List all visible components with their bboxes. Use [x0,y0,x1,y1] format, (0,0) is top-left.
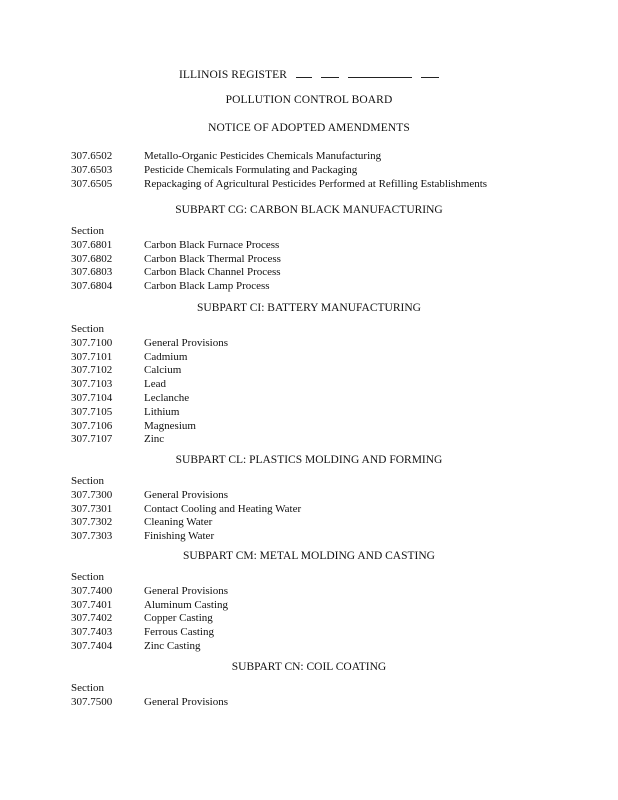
notice-title: NOTICE OF ADOPTED AMENDMENTS [208,122,410,134]
section-number: 307.7404 [71,639,113,652]
list-item [71,503,571,517]
list-item [71,420,571,434]
list-item [71,280,571,294]
subpart-heading: SUBPART CN: COIL COATING [231,661,387,673]
register-blank-1 [296,66,312,78]
section-number: 307.6505 [71,177,113,190]
section-number: 307.6804 [71,280,113,293]
top-rows [71,150,571,191]
section-number: 307.6503 [71,163,113,176]
section-number: 307.7105 [71,405,113,418]
list-item [71,337,571,351]
section-number: 307.7400 [71,584,113,597]
section-number: 307.7103 [71,378,113,391]
section-title: Finishing Water [144,530,215,543]
section-number: 307.7106 [71,419,113,432]
section-number: 307.7500 [71,695,113,708]
list-item [71,696,571,710]
section-title: Metallo-Organic Pesticides Chemicals Manufacturing [144,150,382,162]
section-number: 307.7101 [71,350,113,363]
list-item [71,253,571,267]
list-item [71,239,571,253]
section-number: 307.7300 [71,488,113,501]
subpart-heading: SUBPART CI: BATTERY MANUFACTURING [197,302,421,314]
section-title: Magnesium [144,419,196,432]
section-title: Pesticide Chemicals Formulating and Packaging [144,163,358,176]
board-name: POLLUTION CONTROL BOARD [225,94,393,106]
section-title: General Provisions [144,695,229,708]
section-number: 307.6502 [71,150,113,162]
section-title: Carbon Black Furnace Process [144,238,280,251]
list-item [71,378,571,392]
list-item [71,489,571,503]
subpart-ci [71,294,571,447]
section-label: Section [71,682,104,694]
section-title: Cadmium [144,350,188,363]
section-number: 307.7301 [71,502,113,515]
section-number: 307.7303 [71,530,113,543]
section-title: Calcium [144,364,182,377]
list-item [71,585,571,599]
section-label: Section [71,571,104,583]
section-title: Lead [144,378,166,391]
section-number: 307.6803 [71,266,113,279]
list-item [71,150,571,164]
section-title: Carbon Black Lamp Process [144,280,270,293]
section-number: 307.7402 [71,612,113,625]
list-item [71,392,571,406]
subpart-cn [71,653,571,710]
section-number: 307.7107 [71,433,113,446]
list-item [71,164,571,178]
list-item [71,599,571,613]
section-number: 307.7100 [71,336,113,349]
register-blank-4 [421,66,439,78]
list-item [71,266,571,280]
list-item [71,640,571,654]
section-number: 307.7302 [71,516,113,529]
section-title: Ferrous Casting [144,626,214,639]
section-title: Cleaning Water [144,516,213,529]
section-title: Zinc [144,433,165,446]
section-title: Leclanche [144,391,190,404]
section-title: General Provisions [144,336,229,349]
section-label: Section [71,225,104,237]
list-item [71,364,571,378]
section-number: 307.7104 [71,391,113,404]
section-title: Copper Casting [144,612,213,625]
subpart-cg [71,196,571,294]
list-item [71,626,571,640]
section-title: Carbon Black Channel Process [144,266,281,279]
section-number: 307.7403 [71,626,113,639]
list-item [71,406,571,420]
list-item [71,178,571,192]
section-title: Zinc Casting [144,639,201,652]
section-title: Carbon Black Thermal Process [144,252,281,265]
list-item [71,351,571,365]
register-blank-3 [348,66,412,78]
section-title: Aluminum Casting [144,598,229,611]
section-title: Lithium [144,405,180,418]
section-number: 307.6801 [71,238,113,251]
list-item [71,612,571,626]
section-label: Section [71,323,104,335]
subpart-heading: SUBPART CM: METAL MOLDING AND CASTING [183,550,435,562]
subpart-cl [71,446,571,544]
section-title: General Provisions [144,488,229,501]
subpart-heading: SUBPART CL: PLASTICS MOLDING AND FORMING [175,454,443,466]
register-header [0,66,618,81]
section-number: 307.7401 [71,598,113,611]
section-number: 307.7102 [71,364,113,377]
register-title: ILLINOIS REGISTER [178,69,288,81]
section-label: Section [71,475,104,487]
section-title: General Provisions [144,584,229,597]
section-title: Contact Cooling and Heating Water [144,502,302,515]
section-title: Repackaging of Agricultural Pesticides Performed at Refilling Establishments [144,177,488,190]
subpart-heading: SUBPART CG: CARBON BLACK MANUFACTURING [175,204,443,216]
section-number: 307.6802 [71,252,113,265]
subpart-cm [71,542,571,654]
list-item [71,516,571,530]
register-blank-2 [321,66,339,78]
